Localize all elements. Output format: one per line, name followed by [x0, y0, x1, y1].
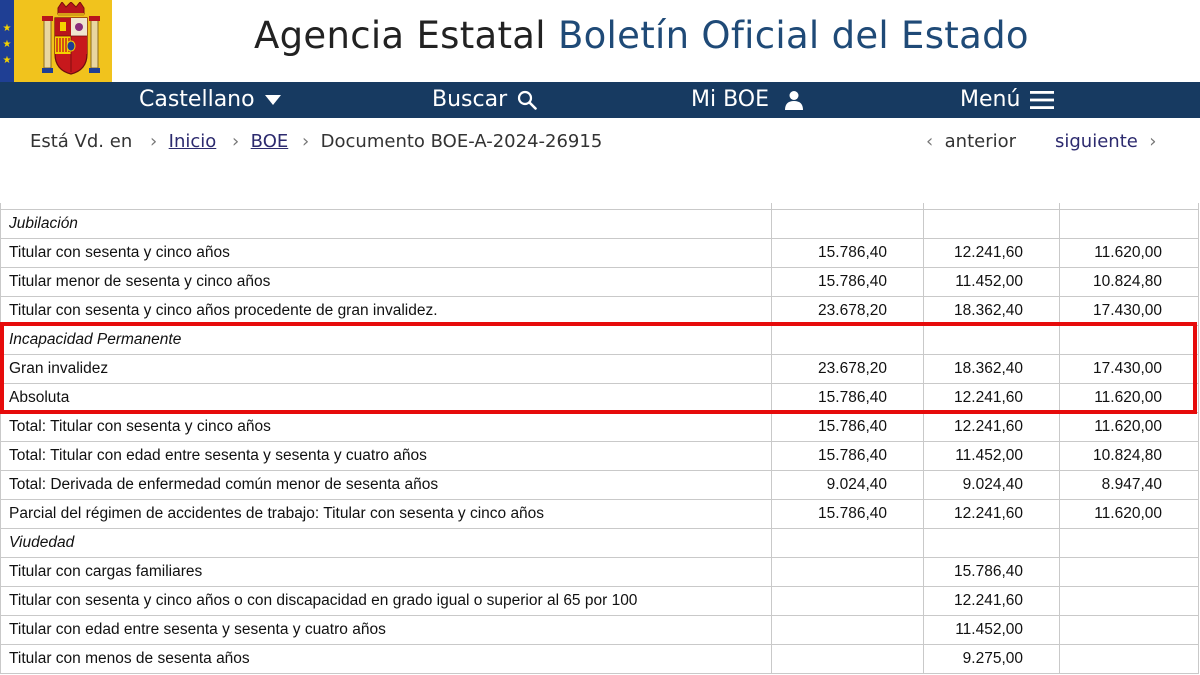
breadcrumb-current	[302, 130, 602, 154]
table-row	[1, 645, 1199, 674]
amount-cell-col1	[772, 558, 924, 587]
amount-cell-col3	[1060, 326, 1199, 355]
amount-cell-col2: 11.452,00	[924, 616, 1060, 645]
chevron-right-icon: ›	[1149, 131, 1157, 152]
language-selector[interactable]	[139, 82, 281, 118]
table-row	[1, 500, 1199, 529]
amount-cell-col2: 18.362,40	[924, 297, 1060, 326]
hamburger-icon	[1030, 91, 1054, 109]
chevron-left-icon: ‹	[926, 131, 934, 152]
amount-cell-col1: 15.786,40	[772, 384, 924, 413]
chevron-right-icon: ›	[232, 131, 240, 152]
table-row	[1, 384, 1199, 413]
table-section-row	[1, 210, 1199, 239]
table-section-row	[1, 529, 1199, 558]
amount-cell-col3	[1060, 587, 1199, 616]
language-label: Castellano	[139, 87, 255, 112]
table-section-row	[1, 326, 1199, 355]
breadcrumb-current-label: Documento BOE-A-2024-26915	[320, 131, 603, 152]
table-row	[1, 268, 1199, 297]
section-heading: Viudedad	[1, 529, 772, 558]
amount-cell-col2: 15.786,40	[924, 558, 1060, 587]
amount-cell-col2	[924, 210, 1060, 239]
amount-cell-col1: 15.786,40	[772, 442, 924, 471]
row-label: Gran invalidez	[1, 355, 772, 384]
user-icon	[785, 90, 803, 110]
row-label: Absoluta	[1, 384, 772, 413]
caret-down-icon	[265, 95, 281, 105]
table-row	[1, 297, 1199, 326]
menu-label: Menú	[960, 87, 1021, 112]
row-label: Parcial del régimen de accidentes de trabajo: Titular con sesenta y cinco años	[1, 500, 772, 529]
section-heading: Incapacidad Permanente	[1, 326, 772, 355]
amount-cell-col3	[1060, 558, 1199, 587]
amount-cell-col1: 9.024,40	[772, 471, 924, 500]
site-title-agency: Agencia Estatal	[254, 14, 546, 57]
amount-cell-col1: 15.786,40	[772, 500, 924, 529]
amount-cell-col2: 12.241,60	[924, 500, 1060, 529]
search-icon	[517, 90, 537, 110]
amount-cell-col2: 18.362,40	[924, 355, 1060, 384]
eu-star-icon: ★	[2, 39, 12, 50]
amount-cell-col1: 15.786,40	[772, 239, 924, 268]
eu-star-icon: ★	[2, 23, 12, 34]
amount-cell-col1	[772, 645, 924, 674]
previous-label: anterior	[944, 131, 1017, 152]
table-row	[1, 558, 1199, 587]
chevron-right-icon: ›	[150, 131, 158, 152]
breadcrumb-link-inicio[interactable]: Inicio	[168, 131, 217, 152]
row-label: Titular con menos de sesenta años	[1, 645, 772, 674]
row-label: Total: Titular con edad entre sesenta y sesenta y cuatro años	[1, 442, 772, 471]
breadcrumb-item-inicio[interactable]	[150, 130, 216, 154]
amount-cell-col2: 9.275,00	[924, 645, 1060, 674]
breadcrumb-link-boe[interactable]: BOE	[250, 131, 289, 152]
amount-cell-col3	[1060, 529, 1199, 558]
amount-cell-col3: 10.824,80	[1060, 442, 1199, 471]
breadcrumb-item-boe[interactable]	[232, 130, 288, 154]
amount-cell-col1	[772, 616, 924, 645]
amount-cell-col3: 8.947,40	[1060, 471, 1199, 500]
amount-cell-col1	[772, 210, 924, 239]
section-heading: Jubilación	[1, 210, 772, 239]
row-label: Total: Titular con sesenta y cinco años	[1, 413, 772, 442]
amount-cell-col2: 11.452,00	[924, 268, 1060, 297]
coat-of-arms-icon	[40, 2, 102, 80]
amount-cell-col2	[924, 529, 1060, 558]
my-boe-label: Mi BOE	[691, 87, 770, 112]
row-label: Titular con sesenta y cinco años	[1, 239, 772, 268]
eu-flag-strip	[0, 0, 14, 82]
amount-cell-col3: 11.620,00	[1060, 500, 1199, 529]
amount-cell-col2: 9.024,40	[924, 471, 1060, 500]
table-row	[1, 239, 1199, 268]
amount-cell-col3: 11.620,00	[1060, 413, 1199, 442]
amount-cell-col2	[924, 326, 1060, 355]
site-title[interactable]	[254, 12, 1029, 60]
breadcrumb	[0, 118, 1200, 166]
pension-table	[0, 203, 1199, 674]
amount-cell-col1	[772, 529, 924, 558]
amount-cell-col3: 11.620,00	[1060, 384, 1199, 413]
spain-flag-logo[interactable]	[0, 0, 112, 82]
next-link[interactable]	[1055, 130, 1156, 154]
amount-cell-col1: 23.678,20	[772, 297, 924, 326]
eu-star-icon: ★	[2, 55, 12, 66]
row-label: Titular con cargas familiares	[1, 558, 772, 587]
amount-cell-col3	[1060, 645, 1199, 674]
table-row	[1, 413, 1199, 442]
amount-cell-col2: 11.452,00	[924, 442, 1060, 471]
site-title-boe: Boletín Oficial del Estado	[557, 14, 1029, 57]
search-label: Buscar	[432, 87, 508, 112]
amount-cell-col2: 12.241,60	[924, 384, 1060, 413]
amount-cell-col1	[772, 587, 924, 616]
amount-cell-col2: 12.241,60	[924, 587, 1060, 616]
amount-cell-col3: 10.824,80	[1060, 268, 1199, 297]
previous-link[interactable]	[926, 130, 1016, 154]
row-label: Total: Derivada de enfermedad común menor de sesenta años	[1, 471, 772, 500]
amount-cell-col1	[772, 326, 924, 355]
row-label: Titular menor de sesenta y cinco años	[1, 268, 772, 297]
amount-cell-col2: 12.241,60	[924, 239, 1060, 268]
row-label: Titular con edad entre sesenta y sesenta y cuatro años	[1, 616, 772, 645]
amount-cell-col3	[1060, 210, 1199, 239]
next-label: siguiente	[1055, 131, 1138, 152]
amount-cell-col3: 17.430,00	[1060, 355, 1199, 384]
search-button[interactable]	[432, 82, 537, 118]
menu-button[interactable]	[960, 82, 1054, 118]
my-boe-button[interactable]	[691, 82, 803, 118]
breadcrumb-prefix: Está Vd. en	[30, 131, 133, 152]
amount-cell-col1: 15.786,40	[772, 268, 924, 297]
amount-cell-col3	[1060, 616, 1199, 645]
amount-cell-col3: 11.620,00	[1060, 239, 1199, 268]
row-label: Titular con sesenta y cinco años o con discapacidad en grado igual o superior al 65 por 100	[1, 587, 772, 616]
amount-cell-col3: 17.430,00	[1060, 297, 1199, 326]
row-label: Titular con sesenta y cinco años procedente de gran invalidez.	[1, 297, 772, 326]
amount-cell-col1: 23.678,20	[772, 355, 924, 384]
table-row	[1, 471, 1199, 500]
amount-cell-col1: 15.786,40	[772, 413, 924, 442]
table-row	[1, 616, 1199, 645]
pension-table-container[interactable]	[0, 203, 1200, 675]
amount-cell-col2: 12.241,60	[924, 413, 1060, 442]
main-navbar	[0, 82, 1200, 118]
chevron-right-icon: ›	[302, 131, 310, 152]
site-header	[0, 0, 1200, 82]
table-row	[1, 587, 1199, 616]
table-row	[1, 355, 1199, 384]
table-row	[1, 442, 1199, 471]
